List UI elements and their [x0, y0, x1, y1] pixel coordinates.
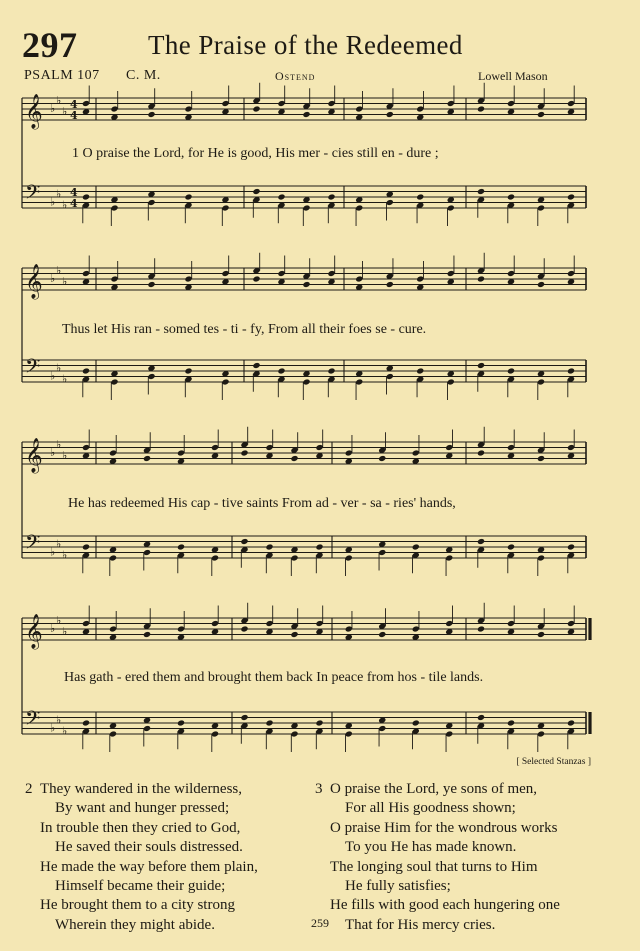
treble-clef: 𝄞 [25, 438, 43, 474]
tune-name: Ostend [275, 69, 316, 83]
note-head [277, 193, 285, 200]
note-head [507, 367, 515, 374]
note-head [240, 714, 248, 721]
flat-sign: ♭ [56, 713, 62, 727]
stanza-line: He brought them to a city strong [40, 897, 235, 914]
note-head [177, 543, 185, 550]
note-head [252, 362, 260, 369]
hymn-title: The Praise of the Redeemed [148, 30, 463, 60]
treble-clef: 𝄞 [25, 264, 43, 300]
stanza-line: In trouble then they cried to God, [40, 819, 241, 836]
note-head [477, 538, 485, 545]
stanza-line: He fully satisfies; [345, 878, 451, 895]
stanza-line: O praise Him for the wondrous works [330, 819, 558, 836]
treble-clef: 𝄞 [25, 614, 43, 650]
stanza-line: Himself became their guide; [55, 878, 226, 895]
flat-sign: ♭ [62, 372, 68, 386]
flat-sign: ♭ [56, 437, 62, 451]
note-head [147, 281, 155, 288]
flat-sign: ♭ [50, 721, 56, 735]
note-head [386, 111, 394, 118]
flat-sign: ♭ [62, 198, 68, 212]
note-head [82, 543, 90, 550]
stanza-line: The longing soul that turns to Him [330, 858, 538, 875]
lyric-line-1: 1 O praise the Lord, for He is good, His mer - cies still en - dure ; [72, 146, 439, 161]
hymn-number: 297 [22, 25, 78, 65]
flat-sign: ♭ [62, 548, 68, 562]
note-head [477, 105, 485, 112]
note-head [507, 719, 515, 726]
note-head [567, 367, 575, 374]
stanza-line: He saved their souls distressed. [55, 839, 243, 856]
time-signature-top: 4 [70, 98, 78, 111]
note-head [240, 625, 248, 632]
note-head [82, 367, 90, 374]
note-head [177, 719, 185, 726]
note-head [252, 275, 260, 282]
flat-sign: ♭ [56, 613, 62, 627]
psalm-reference: PSALM 107 [24, 68, 100, 83]
note-head [302, 111, 310, 118]
note-head [477, 362, 485, 369]
note-head [184, 367, 192, 374]
note-head [537, 281, 545, 288]
note-head [412, 543, 420, 550]
note-head [327, 193, 335, 200]
flat-sign: ♭ [50, 272, 56, 285]
note-head [82, 193, 90, 200]
bass-clef: 𝄢 [25, 354, 41, 383]
note-head [184, 193, 192, 200]
note-head [477, 275, 485, 282]
note-head [567, 543, 575, 550]
composer: Lowell Mason [478, 69, 548, 83]
note-head [252, 105, 260, 112]
stanza-line: Wherein they might abide. [55, 916, 215, 933]
note-head [477, 449, 485, 456]
time-signature-bottom: 4 [70, 197, 78, 210]
note-head [143, 455, 151, 462]
stanza-line: He made the way before them plain, [40, 858, 258, 875]
note-head [537, 631, 545, 638]
lyric-line-4: Has gath - ered them and brought them back In peace from hos - tile lands. [64, 670, 484, 685]
stanza-line: That for His mercy cries. [345, 916, 496, 933]
stanza-2 [25, 780, 258, 935]
flat-sign: ♭ [50, 545, 56, 559]
flat-sign: ♭ [50, 446, 56, 459]
page-number: 259 [311, 916, 329, 930]
note-head [507, 193, 515, 200]
note-head [416, 193, 424, 200]
flat-sign: ♭ [56, 361, 62, 375]
note-head [240, 538, 248, 545]
note-head [567, 193, 575, 200]
note-head [252, 188, 260, 195]
lyric-line-2: Thus let His ran - somed tes - ti - fy, From all their foes se - cure. [62, 322, 427, 337]
note-head [290, 631, 298, 638]
note-head [265, 543, 273, 550]
note-head [277, 367, 285, 374]
flat-sign: ♭ [50, 195, 56, 209]
stanza-number: 2 [25, 781, 33, 797]
flat-sign: ♭ [50, 369, 56, 383]
note-head [477, 625, 485, 632]
note-head [378, 631, 386, 638]
note-head [290, 455, 298, 462]
flat-sign: ♭ [56, 263, 62, 277]
note-head [315, 719, 323, 726]
flat-sign: ♭ [62, 724, 68, 738]
note-head [302, 281, 310, 288]
note-head [477, 714, 485, 721]
note-head [265, 719, 273, 726]
flat-sign: ♭ [62, 274, 68, 288]
note-head [147, 111, 155, 118]
note-head [537, 455, 545, 462]
time-signature-top: 4 [70, 186, 78, 199]
stanza-line: O praise the Lord, ye sons of men, [330, 781, 538, 797]
flat-sign: ♭ [50, 622, 56, 635]
bass-clef: 𝄢 [25, 530, 41, 559]
note-head [537, 111, 545, 118]
note-head [507, 543, 515, 550]
note-head [143, 631, 151, 638]
note-head [386, 281, 394, 288]
stanza-line: They wandered in the wilderness, [40, 781, 243, 797]
lyric-line-3: He has redeemed His cap - tive saints From ad - ver - sa - ries' hands, [68, 496, 456, 511]
flat-sign: ♭ [56, 93, 62, 107]
flat-sign: ♭ [62, 448, 68, 462]
treble-clef: 𝄞 [25, 94, 43, 130]
flat-sign: ♭ [56, 537, 62, 551]
flat-sign: ♭ [62, 624, 68, 638]
stanza-line: For all His goodness shown; [345, 800, 516, 817]
stanza-line: To you He has made known. [345, 839, 517, 856]
flat-sign: ♭ [62, 104, 68, 118]
time-signature-bottom: 4 [70, 109, 78, 122]
note-head [82, 719, 90, 726]
note-head [240, 449, 248, 456]
stanza-line: By want and hunger pressed; [55, 800, 230, 817]
flat-sign: ♭ [50, 102, 56, 115]
note-head [416, 367, 424, 374]
flat-sign: ♭ [56, 187, 62, 201]
note-head [315, 543, 323, 550]
note-head [412, 719, 420, 726]
meter: C. M. [126, 68, 161, 83]
note-head [567, 719, 575, 726]
bass-clef: 𝄢 [25, 180, 41, 209]
stanza-line: He fills with good each hungering one [330, 897, 560, 914]
note-head [378, 455, 386, 462]
note-head [327, 367, 335, 374]
selected-stanzas-note: [ Selected Stanzas ] [516, 757, 591, 767]
stanza-number: 3 [315, 781, 323, 797]
note-head [477, 188, 485, 195]
bass-clef: 𝄢 [25, 706, 41, 735]
